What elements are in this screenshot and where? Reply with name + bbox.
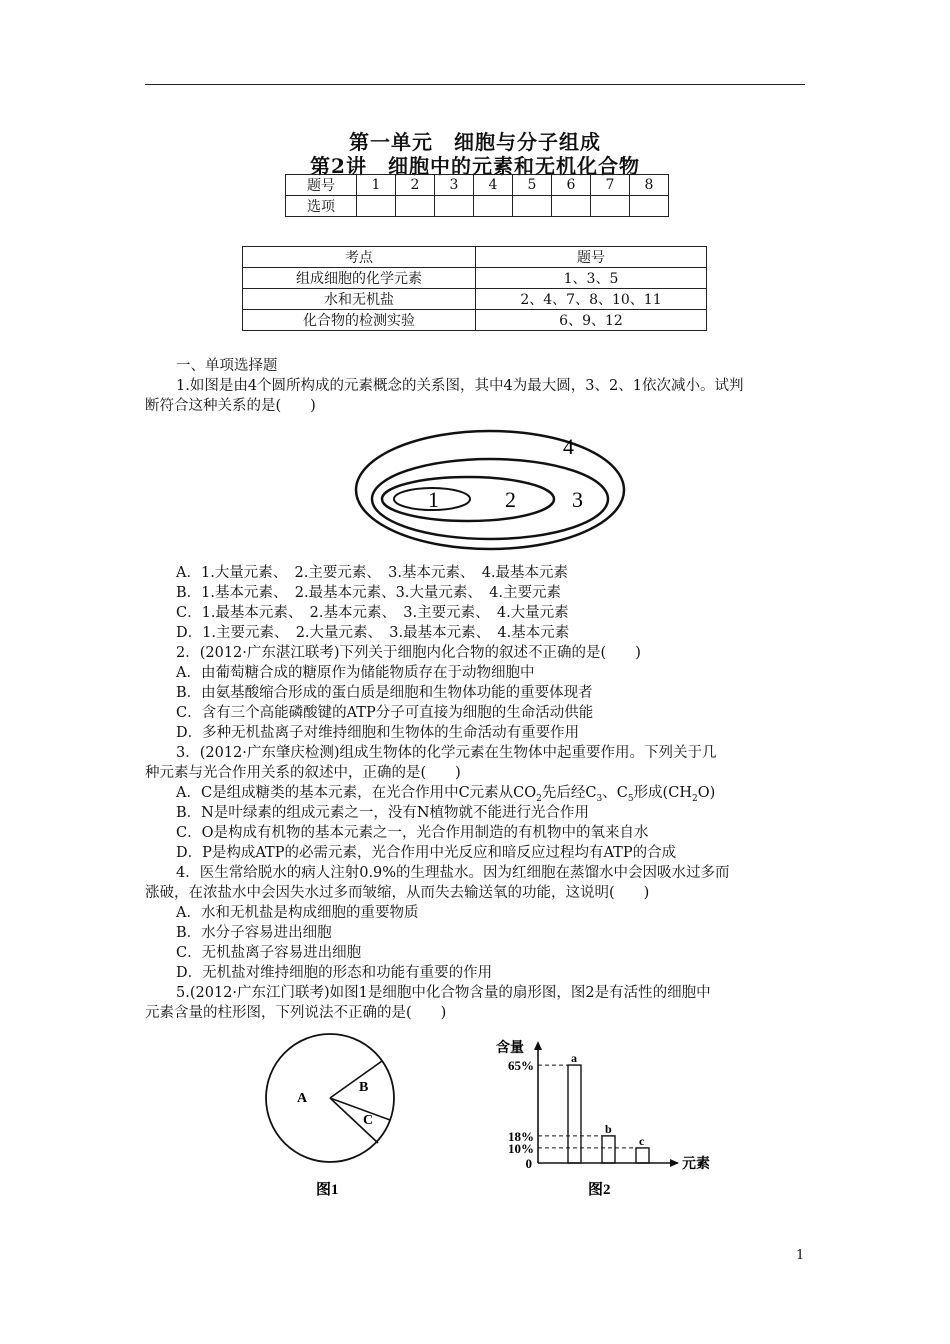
topic-cell: 组成细胞的化学元素 [243,268,476,289]
y-tick-label: 18% [508,1128,534,1144]
q4-option-c[interactable]: C．无机盐离子容易进出细胞 [176,945,362,961]
circle-3-label: 3 [572,487,583,512]
answer-number: 4 [474,175,513,196]
question-cell: 2、4、7、8、10、11 [476,289,707,310]
answer-number: 5 [513,175,552,196]
table-row [243,310,707,331]
q4-option-d[interactable]: D．无机盐对维持细胞的形态和功能有重要的作用 [176,965,493,981]
answer-table-label: 题号 [286,175,357,196]
question-cell: 6、9、12 [476,310,707,331]
topic-cell: 水和无机盐 [243,289,476,310]
q3-stem-line2: 种元素与光合作用关系的叙述中，正确的是( ) [145,765,461,781]
question-header: 题号 [476,247,707,268]
q3-option-a-text: 先后经C [541,785,597,801]
bar-label: c [639,1133,645,1148]
topic-table [242,246,707,331]
topic-cell: 化合物的检测实验 [243,310,476,331]
q4-stem-line2: 涨破，在浓盐水中会因失水过多而皱缩，从而失去输送氧的功能，这说明( ) [145,885,650,901]
pie-divider [330,1061,382,1098]
bar [636,1148,649,1163]
bar-layer [508,1041,679,1171]
bar [602,1136,615,1163]
answer-table-option-label: 选项 [286,196,357,217]
q1-stem-line1: 1.如图是由4个圆所构成的元素概念的关系图，其中4为最大圆，3、2、1依次减小。试判 [176,378,744,394]
pie-chart-figure1 [250,1030,410,1210]
q2-option-d[interactable]: D．多种无机盐离子对维持细胞和生物体的生命活动有重要作用 [176,725,580,741]
answer-cell[interactable] [474,196,513,217]
q1-option-d[interactable]: D．1.主要元素、 2.大量元素、 3.最基本元素、 4.基本元素 [176,625,570,641]
bar-chart-figure2 [488,1030,738,1210]
bar-label: b [605,1121,612,1136]
answer-number: 8 [630,175,669,196]
pie-label-c: C [363,1113,374,1128]
table-row [243,268,707,289]
q2-option-b[interactable]: B．由氨基酸缩合形成的蛋白质是细胞和生物体功能的重要体现者 [176,685,593,701]
q3-option-a-text: 形成(CH [633,785,692,801]
topic-table-header [243,247,707,268]
q3-option-a-text: O) [697,785,716,801]
circle-1-label: 1 [428,487,439,512]
q2-stem: 2．(2012·广东湛江联考)下列关于细胞内化合物的叙述不正确的是( ) [176,645,641,661]
q4-option-b[interactable]: B．水分子容易进出细胞 [176,925,332,941]
answer-number: 1 [357,175,396,196]
q2-option-a[interactable]: A．由葡萄糖合成的糖原作为储能物质存在于动物细胞中 [176,665,535,681]
section-title: 一、单项选择题 [176,358,278,374]
circle-4 [356,431,624,549]
answer-number: 2 [396,175,435,196]
question-cell: 1、3、5 [476,268,707,289]
pie-label-a: A [297,1091,308,1106]
answer-cell[interactable] [357,196,396,217]
q3-option-c[interactable]: C．O是构成有机物的基本元素之一，光合作用制造的有机物中的氧来自水 [176,825,649,841]
q3-option-d[interactable]: D．P是构成ATP的必需元素，光合作用中光反应和暗反应过程均有ATP的合成 [176,845,677,861]
x-axis-arrow [670,1159,679,1167]
answer-table [285,174,669,217]
nested-circles-diagram [350,426,630,554]
x-axis-label: 元素 [682,1157,710,1172]
subscript: 5 [627,793,634,804]
y-tick-label: 10% [508,1140,534,1156]
q3-option-a-text: 、C [602,785,628,801]
header-rule [145,84,805,85]
y-tick-label: 65% [508,1058,534,1074]
y-tick-label: 0 [525,1156,532,1171]
subscript: 2 [691,793,698,804]
subscript: 2 [536,793,542,804]
answer-cell[interactable] [513,196,552,217]
y-axis-label: 含量 [496,1041,524,1056]
circle-4-label: 4 [563,434,574,459]
figure2-caption: 图2 [588,1182,611,1198]
answer-cell[interactable] [396,196,435,217]
q3-option-b[interactable]: B．N是叶绿素的组成元素之一，没有N植物就不能进行光合作用 [176,805,590,821]
figure1-caption: 图1 [316,1182,339,1198]
answer-cell[interactable] [591,196,630,217]
topic-header: 考点 [243,247,476,268]
q3-option-a-text: A．C是组成糖类的基本元素，在光合作用中C元素从CO [176,785,537,801]
q1-option-c[interactable]: C．1.最基本元素、 2.基本元素、 3.主要元素、 4.大量元素 [176,605,569,621]
q5-stem-line1: 5.(2012·广东江门联考)如图1是细胞中化合物含量的扇形图，图2是有活性的细胞中 [176,985,711,1001]
q4-option-a[interactable]: A．水和无机盐是构成细胞的重要物质 [176,905,419,921]
answer-number: 7 [591,175,630,196]
subscript: 3 [596,793,603,804]
pie-label-b: B [359,1080,369,1095]
answer-cell[interactable] [552,196,591,217]
q3-stem-line1: 3．(2012·广东肇庆检测)组成生物体的化学元素在生物体中起重要作用。下列关于几 [176,745,717,761]
circle-2 [382,477,554,521]
pie-divider [330,1098,390,1120]
page-number: 1 [796,1248,805,1263]
answer-cell[interactable] [435,196,474,217]
q1-option-b[interactable]: B．1.基本元素、 2.最基本元素、3.大量元素、 4.主要元素 [176,585,561,601]
answer-number: 3 [435,175,474,196]
q5-stem-line2: 元素含量的柱形图，下列说法不正确的是( ) [145,1005,447,1021]
table-row [243,289,707,310]
q1-stem-line2: 断符合这种关系的是( ) [145,398,316,414]
q4-stem-line1: 4．医生常给脱水的病人注射0.9%的生理盐水。因为红细胞在蒸馏水中会因吸水过多而 [176,865,730,881]
answer-number: 6 [552,175,591,196]
y-axis-arrow [534,1041,542,1050]
circle-2-label: 2 [505,487,516,512]
unit-title: 第一单元 细胞与分子组成 [349,130,601,154]
q1-option-a[interactable]: A．1.大量元素、 2.主要元素、 3.基本元素、 4.最基本元素 [176,565,569,581]
answer-cell[interactable] [630,196,669,217]
lesson-title: 第2讲 细胞中的元素和无机化合物 [310,154,640,178]
bar-label: a [571,1051,577,1066]
answer-table-row-options [286,196,669,217]
q2-option-c[interactable]: C．含有三个高能磷酸键的ATP分子可直接为细胞的生命活动供能 [176,705,594,721]
answer-table-row-numbers [286,175,669,196]
